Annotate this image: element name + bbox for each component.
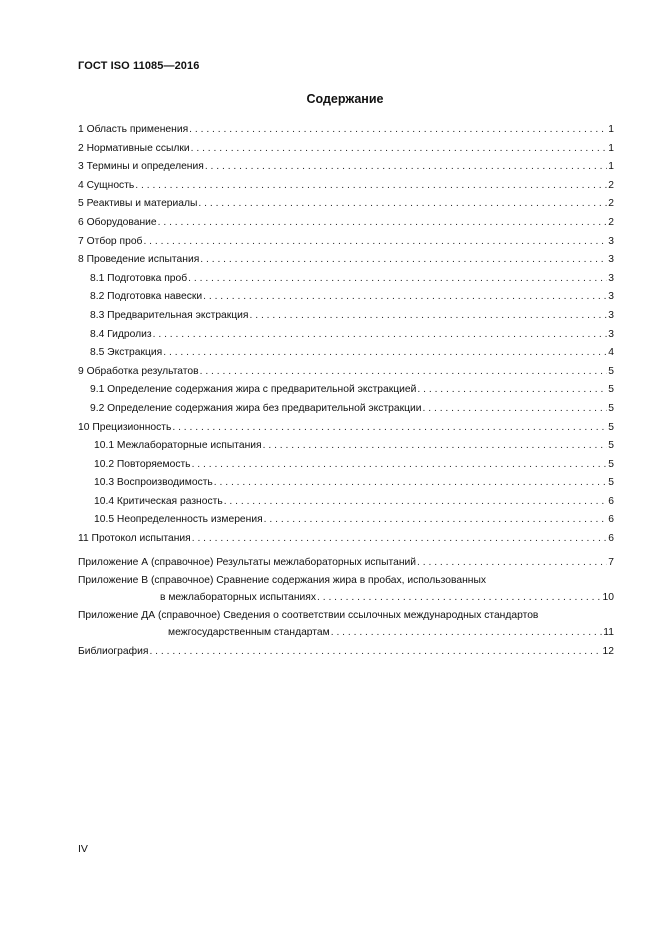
toc-entry-label: 10.2 Повторяемость bbox=[94, 458, 191, 470]
toc-entry[interactable] bbox=[78, 326, 614, 345]
dot-leader bbox=[317, 589, 602, 607]
toc-entry[interactable] bbox=[78, 400, 614, 419]
toc-entry-page: 5 bbox=[608, 458, 614, 470]
toc-entry[interactable] bbox=[78, 344, 614, 363]
dot-leader bbox=[250, 307, 608, 326]
toc-entry-page: 3 bbox=[608, 328, 614, 340]
toc-entry-page: 4 bbox=[608, 347, 614, 359]
toc-entry[interactable] bbox=[78, 195, 614, 214]
toc-entry[interactable] bbox=[78, 474, 614, 493]
toc-entry-page: 3 bbox=[608, 272, 614, 284]
dot-leader bbox=[417, 381, 607, 400]
dot-leader bbox=[423, 400, 608, 419]
toc-entry[interactable] bbox=[78, 456, 614, 475]
page-title: Содержание bbox=[306, 92, 384, 106]
toc-entry-page: 2 bbox=[608, 179, 614, 191]
toc-entry-label: 6 Оборудование bbox=[78, 216, 157, 228]
toc-entry-label: 7 Отбор проб bbox=[78, 235, 143, 247]
toc-entry-page: 12 bbox=[602, 645, 614, 657]
toc-entry-label: 10.5 Неопределенность измерения bbox=[94, 514, 263, 526]
dot-leader bbox=[163, 344, 607, 363]
toc-entry-label: Приложение В (справочное) Сравнение содержания жира в пробах, использованных bbox=[78, 574, 487, 586]
toc-entry[interactable] bbox=[78, 233, 614, 252]
dot-leader bbox=[149, 642, 601, 661]
dot-leader bbox=[331, 624, 603, 642]
toc-entry-label: 10.3 Воспроизводимость bbox=[94, 477, 213, 489]
toc-entry-label: 9.2 Определение содержания жира без предварительной экстракции bbox=[90, 402, 422, 414]
toc-entry-page: 5 bbox=[608, 365, 614, 377]
toc-appendix-entry[interactable] bbox=[78, 642, 614, 661]
dot-leader bbox=[188, 270, 607, 289]
dot-leader bbox=[203, 288, 607, 307]
document-code: ГОСТ ISO 11085—2016 bbox=[78, 60, 200, 72]
toc-entry-label: 5 Реактивы и материалы bbox=[78, 198, 198, 210]
toc-entry-label: 8.5 Экстракция bbox=[90, 347, 163, 359]
dot-leader bbox=[158, 214, 608, 233]
toc-appendix-entry[interactable] bbox=[78, 607, 614, 642]
toc-entry[interactable] bbox=[78, 511, 614, 530]
dot-leader bbox=[224, 493, 608, 512]
toc-entry-label-continued: в межлабораторных испытаниях bbox=[160, 591, 317, 603]
toc-entry-label: 10.4 Критическая разность bbox=[94, 495, 223, 507]
toc-entry-label: 9.1 Определение содержания жира с предварительной экстракцией bbox=[90, 384, 417, 396]
toc-entry-page: 5 bbox=[608, 384, 614, 396]
toc-entry[interactable] bbox=[78, 437, 614, 456]
table-of-contents bbox=[78, 121, 614, 661]
toc-entry-label: 8 Проведение испытания bbox=[78, 254, 200, 266]
toc-entry-page: 1 bbox=[608, 161, 614, 173]
dot-leader bbox=[263, 437, 608, 456]
toc-entry-page: 10 bbox=[602, 591, 614, 603]
toc-entry-label: 8.1 Подготовка проб bbox=[90, 272, 188, 284]
toc-entry-page: 2 bbox=[608, 216, 614, 228]
dot-leader bbox=[189, 121, 607, 140]
toc-entry-page: 6 bbox=[608, 495, 614, 507]
toc-entry-page: 1 bbox=[608, 124, 614, 135]
toc-entry[interactable] bbox=[78, 140, 614, 159]
dot-leader bbox=[191, 140, 608, 159]
toc-entry-label: Приложение А (справочное) Результаты межлабораторных испытаний bbox=[78, 556, 417, 568]
toc-entry-page: 2 bbox=[608, 198, 614, 210]
toc-entry[interactable] bbox=[78, 381, 614, 400]
toc-entry-label: 8.2 Подготовка навески bbox=[90, 291, 203, 303]
toc-appendix-entry[interactable] bbox=[78, 572, 614, 607]
page-number: IV bbox=[78, 843, 88, 855]
toc-entry[interactable] bbox=[78, 158, 614, 177]
toc-entry-page: 5 bbox=[608, 440, 614, 452]
toc-entry[interactable] bbox=[78, 307, 614, 326]
toc-entry-page: 5 bbox=[608, 477, 614, 489]
toc-entry-label: 10.1 Межлабораторные испытания bbox=[94, 440, 262, 452]
dot-leader bbox=[417, 553, 607, 572]
toc-appendix-entry[interactable] bbox=[78, 553, 614, 572]
dot-leader bbox=[143, 233, 607, 252]
toc-entry[interactable] bbox=[78, 214, 614, 233]
toc-entry-label: Библиография bbox=[78, 645, 149, 657]
toc-entry-page: 3 bbox=[608, 291, 614, 303]
toc-entry-label-continued: межгосударственным стандартам bbox=[168, 626, 330, 638]
toc-entry[interactable] bbox=[78, 419, 614, 438]
toc-entry-page: 7 bbox=[608, 556, 614, 568]
toc-entry-label: 11 Протокол испытания bbox=[78, 533, 191, 545]
dot-leader bbox=[192, 530, 608, 549]
toc-entry-page: 3 bbox=[608, 254, 614, 266]
toc-entry[interactable] bbox=[78, 363, 614, 382]
toc-entry-page: 5 bbox=[608, 402, 614, 414]
toc-entry-page: 6 bbox=[608, 514, 614, 526]
dot-leader bbox=[198, 195, 607, 214]
toc-entry[interactable] bbox=[78, 530, 614, 549]
toc-entry-label: 4 Сущность bbox=[78, 179, 135, 191]
toc-entry-label: 8.3 Предварительная экстракция bbox=[90, 309, 249, 321]
dot-leader bbox=[172, 419, 607, 438]
toc-entry-label: 2 Нормативные ссылки bbox=[78, 142, 190, 154]
dot-leader bbox=[135, 177, 607, 196]
toc-entry-page: 1 bbox=[608, 142, 614, 154]
toc-entry[interactable] bbox=[78, 177, 614, 196]
toc-entry-label: 10 Прецизионность bbox=[78, 421, 172, 433]
toc-entry-label: 8.4 Гидролиз bbox=[90, 328, 152, 340]
dot-leader bbox=[192, 456, 608, 475]
toc-entry[interactable] bbox=[78, 251, 614, 270]
toc-entry-page: 3 bbox=[608, 235, 614, 247]
dot-leader bbox=[205, 158, 607, 177]
toc-entry-label: 3 Термины и определения bbox=[78, 161, 204, 173]
toc-entry-page: 11 bbox=[603, 626, 614, 638]
toc-entry-page: 6 bbox=[608, 533, 614, 545]
dot-leader bbox=[200, 363, 608, 382]
dot-leader bbox=[153, 326, 608, 345]
toc-entry[interactable] bbox=[78, 270, 614, 289]
toc-entry[interactable] bbox=[78, 121, 614, 140]
toc-entry-label: Приложение ДА (справочное) Сведения о соответствии ссылочных международных стандартов bbox=[78, 609, 539, 621]
toc-entry[interactable] bbox=[78, 493, 614, 512]
dot-leader bbox=[200, 251, 607, 270]
dot-leader bbox=[214, 474, 607, 493]
dot-leader bbox=[264, 511, 608, 530]
toc-entry[interactable] bbox=[78, 288, 614, 307]
toc-entry-page: 5 bbox=[608, 421, 614, 433]
toc-entry-label: 9 Обработка результатов bbox=[78, 365, 199, 377]
toc-entry-label: 1 Область применения bbox=[78, 124, 189, 135]
toc-entry-page: 3 bbox=[608, 309, 614, 321]
